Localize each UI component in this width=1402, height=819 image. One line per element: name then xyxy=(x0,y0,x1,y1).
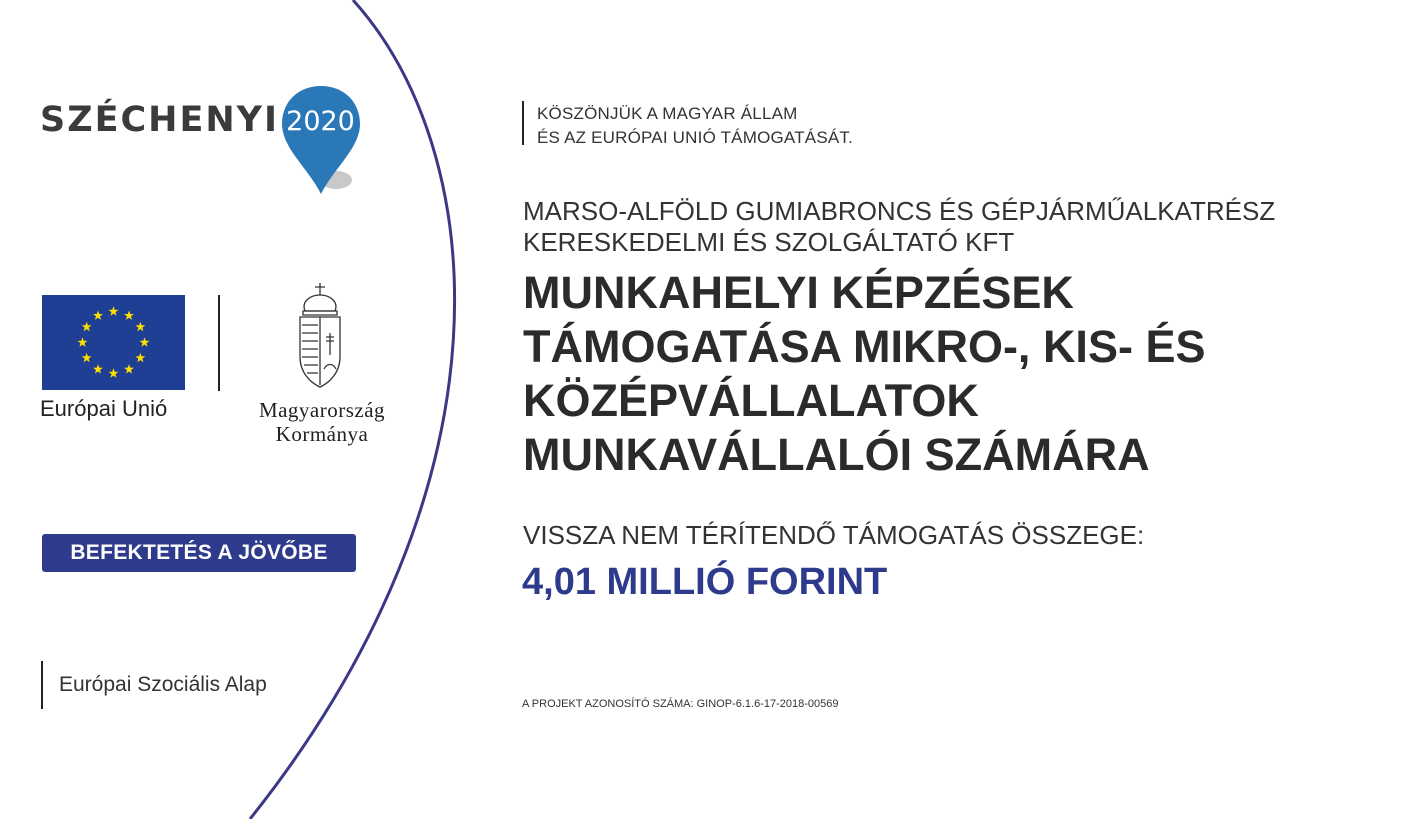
eu-flag xyxy=(42,295,185,390)
szechenyi-wordmark: SZÉCHENYI xyxy=(40,100,280,140)
project-id: A PROJEKT AZONOSÍTÓ SZÁMA: GINOP-6.1.6-17-2018-00569 xyxy=(522,698,839,710)
company-name xyxy=(523,196,1275,258)
eu-star xyxy=(109,368,119,377)
eu-star xyxy=(82,353,92,362)
eu-label: Európai Unió xyxy=(40,396,168,421)
eu-star xyxy=(78,337,88,346)
company-name-line1: MARSO-ALFÖLD GUMIABRONCS ÉS GÉPJÁRMŰALKATRÉSZ xyxy=(523,196,1276,226)
project-title xyxy=(523,266,1205,482)
location-pin-icon xyxy=(278,84,364,198)
logo-divider xyxy=(218,295,220,391)
eu-star xyxy=(135,322,145,331)
project-title-line: KÖZÉPVÁLLALATOK xyxy=(523,375,979,426)
project-title-line: TÁMOGATÁSA MIKRO-, KIS- ÉS xyxy=(523,321,1206,372)
project-title-line: MUNKAHELYI KÉPZÉSEK xyxy=(523,267,1074,318)
eu-stars-icon xyxy=(42,295,185,390)
esf-divider xyxy=(41,661,43,709)
szechenyi-year: 2020 xyxy=(286,106,355,137)
eu-star xyxy=(140,337,150,346)
thanks-line2: ÉS AZ EURÓPAI UNIÓ TÁMOGATÁSÁT. xyxy=(537,128,854,147)
eu-star xyxy=(93,310,103,319)
grant-label: VISSZA NEM TÉRÍTENDŐ TÁMOGATÁS ÖSSZEGE: xyxy=(523,520,1145,550)
eu-star xyxy=(124,310,134,319)
grant-amount: 4,01 MILLIÓ FORINT xyxy=(522,561,888,603)
company-name-line2: KERESKEDELMI ÉS SZOLGÁLTATÓ KFT xyxy=(523,227,1015,257)
eu-star xyxy=(109,306,119,315)
invest-badge: BEFEKTETÉS A JÖVŐBE xyxy=(42,534,356,572)
thanks-line1: KÖSZÖNJÜK A MAGYAR ÁLLAM xyxy=(537,104,798,123)
eu-star xyxy=(82,322,92,331)
eu-star xyxy=(93,364,103,373)
thanks-text xyxy=(537,102,853,150)
esf-label: Európai Szociális Alap xyxy=(59,673,267,696)
eu-star xyxy=(135,353,145,362)
government-label xyxy=(226,398,418,446)
thanks-divider xyxy=(522,101,524,145)
government-label-line2: Kormánya xyxy=(275,422,369,447)
eu-star xyxy=(124,364,134,373)
project-title-line: MUNKAVÁLLALÓI SZÁMÁRA xyxy=(523,429,1150,480)
hungarian-coat-of-arms-icon xyxy=(293,281,347,389)
government-label-line1: Magyarország xyxy=(258,398,386,422)
